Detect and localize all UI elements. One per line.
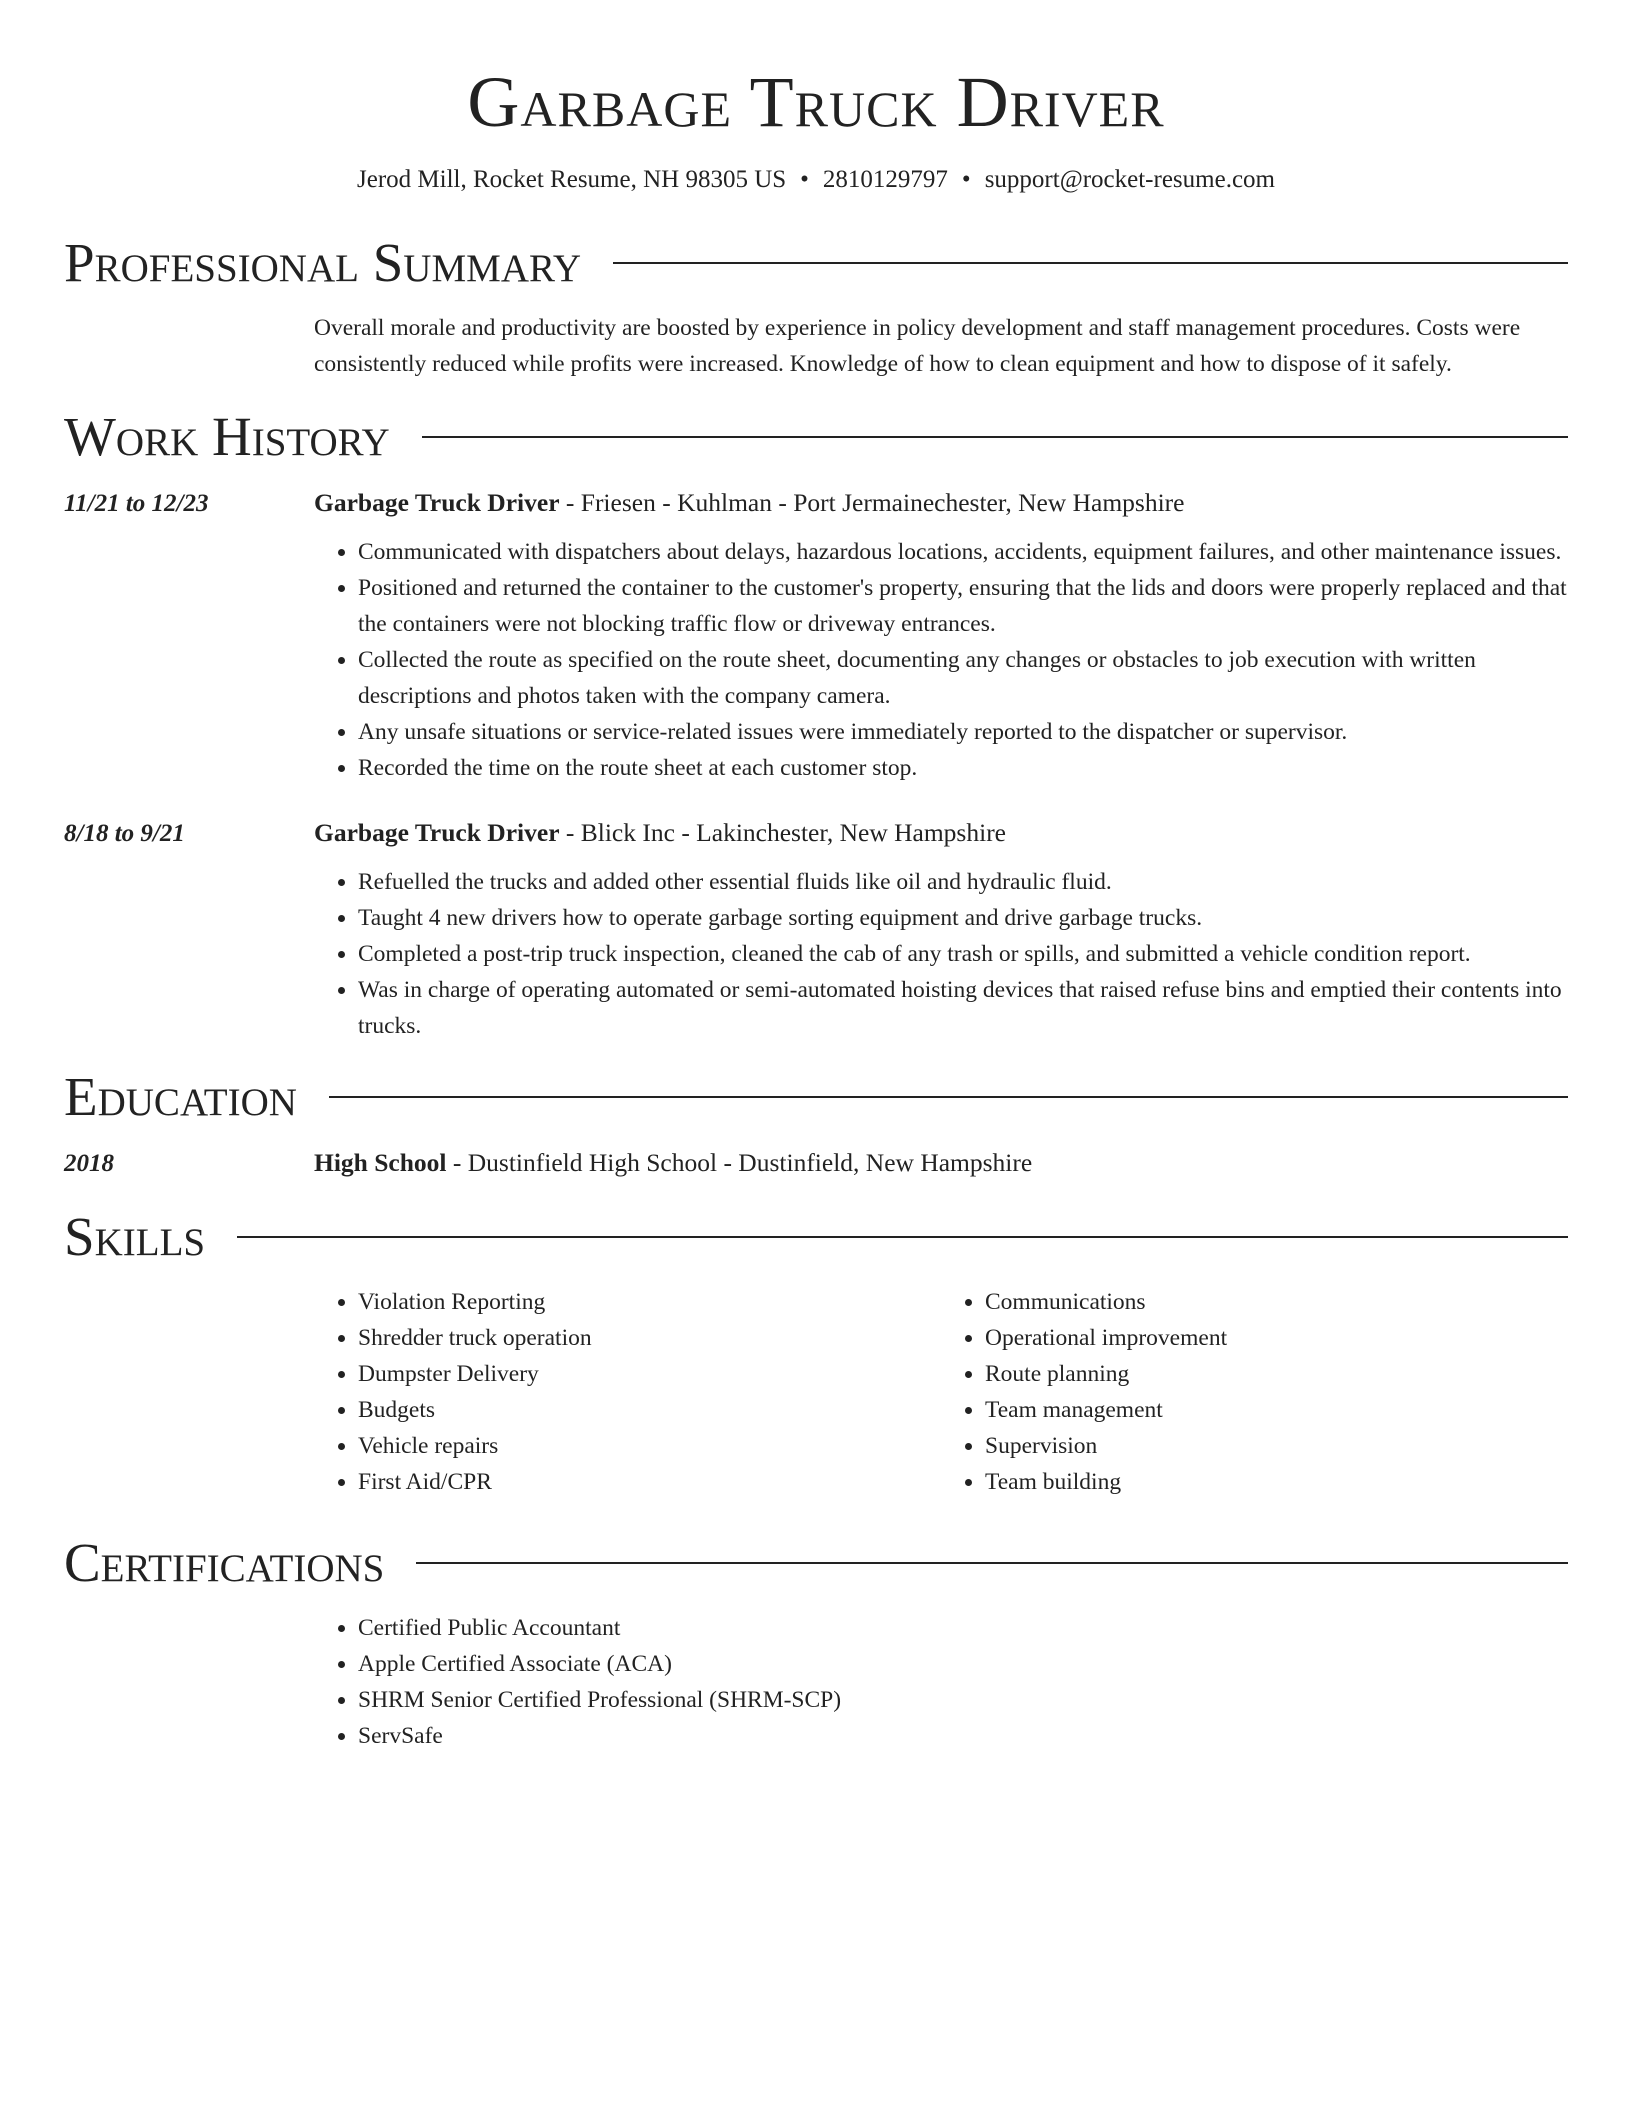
- job-entry: [64, 486, 1568, 786]
- work-heading: Work History: [64, 406, 390, 467]
- skill-item: • Dumpster Delivery: [358, 1356, 941, 1392]
- summary-text: Overall morale and productivity are boosted by experience in policy development and staff management procedures. Costs were consistently reduced while profits were increased. Knowledge of how to clean equipment and how to dispose of it safely.: [314, 315, 1521, 377]
- skill-item: • Route planning: [985, 1356, 1568, 1392]
- job-bullet: • Refuelled the trucks and added other essential fluids like oil and hydraulic fluid.: [358, 864, 1568, 900]
- education-entry: [64, 1146, 1568, 1180]
- contact-email: support@rocket-resume.com: [984, 166, 1275, 193]
- job-title: Garbage Truck Driver: [314, 488, 560, 517]
- certifications-list: [314, 1610, 1568, 1754]
- job-bullet: • Completed a post-trip truck inspection, cleaned the cab of any trash or spills, and submitted a vehicle condition report.: [358, 936, 1568, 972]
- contact-line: [64, 164, 1568, 196]
- job-bullet: • Positioned and returned the container to the customer's property, ensuring that the lids and doors were properly replaced and that the containers were not blocking traffic flow or driveway entrances.: [358, 570, 1568, 642]
- certification-item: • SHRM Senior Certified Professional (SHRM-SCP): [358, 1682, 1568, 1718]
- education-heading: Education: [64, 1066, 297, 1127]
- skill-item: • Operational improvement: [985, 1320, 1568, 1356]
- education-degree: High School: [314, 1148, 447, 1177]
- education-details: - Dustinfield High School - Dustinfield, New Hampshire: [446, 1148, 1033, 1177]
- job-entry: [64, 816, 1568, 1044]
- certification-item: • Apple Certified Associate (ACA): [358, 1646, 1568, 1682]
- section-divider: [422, 436, 1568, 438]
- skill-item: • Team building: [985, 1464, 1568, 1500]
- job-bullets: [314, 534, 1568, 786]
- section-divider: [237, 1236, 1568, 1238]
- job-details: - Blick Inc - Lakinchester, New Hampshire: [559, 818, 1007, 847]
- job-details: - Friesen - Kuhlman - Port Jermainechester, New Hampshire: [559, 488, 1185, 517]
- job-bullets: [314, 864, 1568, 1044]
- job-bullet: • Any unsafe situations or service-related issues were immediately reported to the dispatcher or supervisor.: [358, 714, 1568, 750]
- education-line: [314, 1146, 1032, 1180]
- job-bullet: • Was in charge of operating automated or semi-automated hoisting devices that raised refuse bins and emptied their contents into trucks.: [358, 972, 1568, 1044]
- skill-item: • Vehicle repairs: [358, 1428, 941, 1464]
- section-divider: [329, 1096, 1568, 1098]
- job-bullet: • Recorded the time on the route sheet at each customer stop.: [358, 750, 1568, 786]
- job-bullet: • Communicated with dispatchers about delays, hazardous locations, accidents, equipment failures, and other maintenance issues.: [358, 534, 1568, 570]
- skill-item: • Budgets: [358, 1392, 941, 1428]
- contact-address: Jerod Mill, Rocket Resume, NH 98305 US: [357, 166, 787, 193]
- skill-item: • Supervision: [985, 1428, 1568, 1464]
- section-divider: [416, 1562, 1568, 1564]
- job-dates: 8/18 to 9/21: [64, 820, 185, 847]
- education-section-header: [64, 1064, 1568, 1130]
- certification-item: • Certified Public Accountant: [358, 1610, 1568, 1646]
- work-section-header: [64, 404, 1568, 470]
- job-title-line: [314, 486, 1184, 520]
- skills-grid: [314, 1284, 1568, 1500]
- resume-title: Garbage Truck Driver: [467, 62, 1165, 142]
- job-bullet: • Taught 4 new drivers how to operate garbage sorting equipment and drive garbage trucks.: [358, 900, 1568, 936]
- skills-heading: Skills: [64, 1206, 206, 1267]
- skills-list-right: [941, 1284, 1568, 1500]
- certifications-heading: Certifications: [64, 1532, 385, 1593]
- job-header: [64, 486, 1568, 520]
- job-title-line: [314, 816, 1006, 850]
- skill-item: • Violation Reporting: [358, 1284, 941, 1320]
- skill-item: • Team management: [985, 1392, 1568, 1428]
- skill-item: • First Aid/CPR: [358, 1464, 941, 1500]
- skill-item: • Shredder truck operation: [358, 1320, 941, 1356]
- job-header: [64, 816, 1568, 850]
- job-dates: 11/21 to 12/23: [64, 490, 209, 517]
- section-divider: [613, 262, 1568, 264]
- contact-separator: •: [800, 166, 809, 193]
- certification-item: • ServSafe: [358, 1718, 1568, 1754]
- certifications-section-header: [64, 1530, 1568, 1596]
- summary-section-header: [64, 230, 1568, 296]
- summary-heading: Professional Summary: [64, 232, 582, 293]
- skills-section-header: [64, 1204, 1568, 1270]
- job-title: Garbage Truck Driver: [314, 818, 560, 847]
- skills-list-left: [314, 1284, 941, 1500]
- education-year: 2018: [64, 1150, 114, 1177]
- skill-item: • Communications: [985, 1284, 1568, 1320]
- job-bullet: • Collected the route as specified on the route sheet, documenting any changes or obstacles to job execution with written descriptions and photos taken with the company camera.: [358, 642, 1568, 714]
- contact-separator: •: [961, 166, 971, 193]
- contact-phone: 2810129797: [822, 166, 948, 193]
